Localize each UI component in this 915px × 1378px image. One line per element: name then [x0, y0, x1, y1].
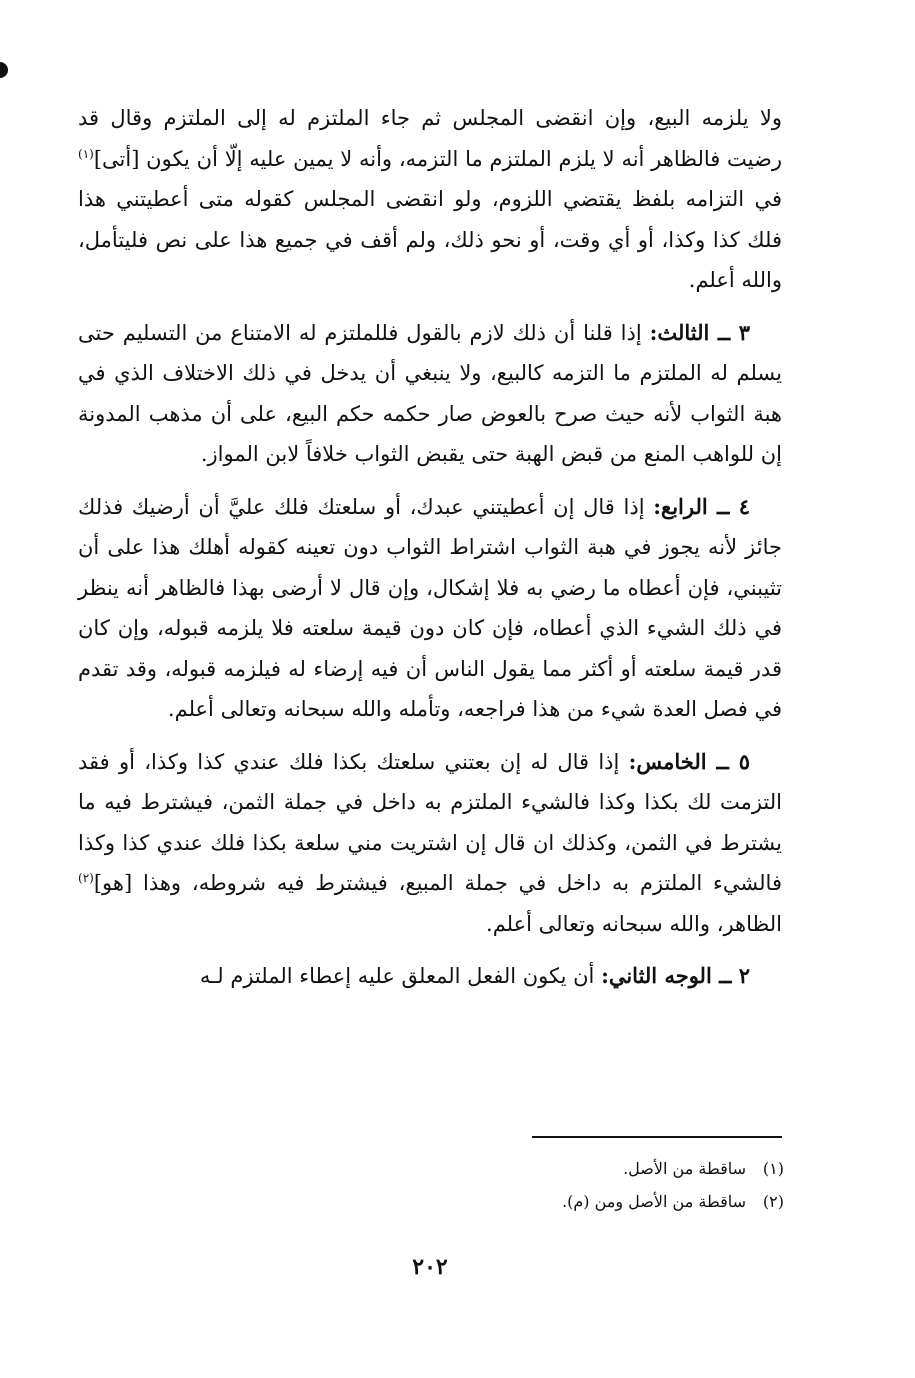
paragraph-lead: ٢ ــ الوجه الثاني: [601, 963, 750, 988]
footnote-text: ساقطة من الأصل ومن (م). [562, 1192, 746, 1211]
footnote-number: (٢) [762, 1192, 784, 1211]
paragraph-text: إذا قال له إن بعتني سلعتك بكذا فلك عندي كذا وكذا، أو فقد التزمت لك بكذا وكذا فالشيء الملتزم به داخل في جملة الثمن، فيشترط فيه ما يشترط في الثمن، وكذلك ان قال إن اشتريت مني سلعة بكذا فلك عندي كذا وكذا فالشيء الملتزم به داخل في جملة المبيع، فيشترط فيه شروطه، وهذا [هو] [78, 749, 782, 895]
footnotes [300, 1152, 784, 1218]
paragraph-continuation [78, 98, 782, 301]
paragraph-text-after: في التزامه بلفظ يقتضي اللزوم، ولو انقضى المجلس كقوله متى أعطيتني هذا فلك كذا وكذا، أو أي وقت، أو نحو ذلك، ولم أقف في جميع هذا على نص فليتأمل، والله أعلم. [78, 187, 782, 292]
page-edge-mark [0, 62, 8, 78]
paragraph-text: إذا قلنا أن ذلك لازم بالقول فللملتزم له الامتناع من التسليم حتى يسلم له الملتزم ما التزمه كالبيع، ولا ينبغي أن يدخل في ذلك الاختلاف الذي في هبة الثواب لأنه حيث صرح بالعوض صار حكمه حكم البيع، على أن مذهب المدونة إن للواهب المنع من قبض الهبة حتى يقبض الثواب خلافاً لابن المواز. [78, 320, 782, 466]
paragraph-text: إذا قال إن أعطيتني عبدك، أو سلعتك فلك عليَّ أن أرضيك فذلك جائز لأنه يجوز في هبة الثواب اشتراط الثواب دون تعينه كقوله أهلك هذا على أن تثيبني، فإن أعطاه ما رضي به فلا إشكال، وإن قال لا أرضى بهذا فالظاهر أنه ينظر في ذلك الشيء الذي أعطاه، فإن كان دون قيمة سلعته فلا يلزمه قبوله، وإن كان قدر قيمة سلعته أو أكثر مما يقول الناس أن فيه إرضاء له فيلزمه قبوله، وقد تقدم في فصل العدة شيء من هذا فراجعه، وتأمله والله سبحانه وتعالى أعلم. [78, 494, 782, 721]
footnote-text: ساقطة من الأصل. [623, 1159, 746, 1178]
paragraph-lead: ٥ ــ الخامس: [628, 748, 750, 774]
paragraph-third [78, 313, 782, 475]
paragraph-second-aspect [78, 956, 782, 997]
footnote-divider [532, 1136, 782, 1138]
footnote-number: (١) [762, 1159, 784, 1178]
paragraph-fifth [78, 742, 782, 945]
footnote-item [300, 1152, 784, 1185]
page-number: ٢٠٢ [412, 1254, 448, 1280]
paragraph-lead: ٤ ــ الرابع: [653, 493, 750, 519]
paragraph-lead: ٣ ــ الثالث: [649, 319, 750, 345]
main-text [78, 98, 782, 997]
paragraph-text: أن يكون الفعل المعلق عليه إعطاء الملتزم لـه [199, 964, 602, 988]
footnote-ref-2: (٢) [78, 871, 94, 885]
paragraph-text: ولا يلزمه البيع، وإن انقضى المجلس ثم جاء الملتزم له إلى الملتزم وقال قد رضيت فالظاهر أنه لا يلزم الملتزم ما التزمه، وأنه لا يمين عليه إلّا أن يكون [أتى] [78, 106, 782, 171]
paragraph-text-after: الظاهر، والله سبحانه وتعالى أعلم. [486, 911, 782, 936]
paragraph-fourth [78, 487, 782, 730]
footnote-ref-1: (١) [78, 146, 94, 161]
footnote-item [300, 1185, 784, 1218]
